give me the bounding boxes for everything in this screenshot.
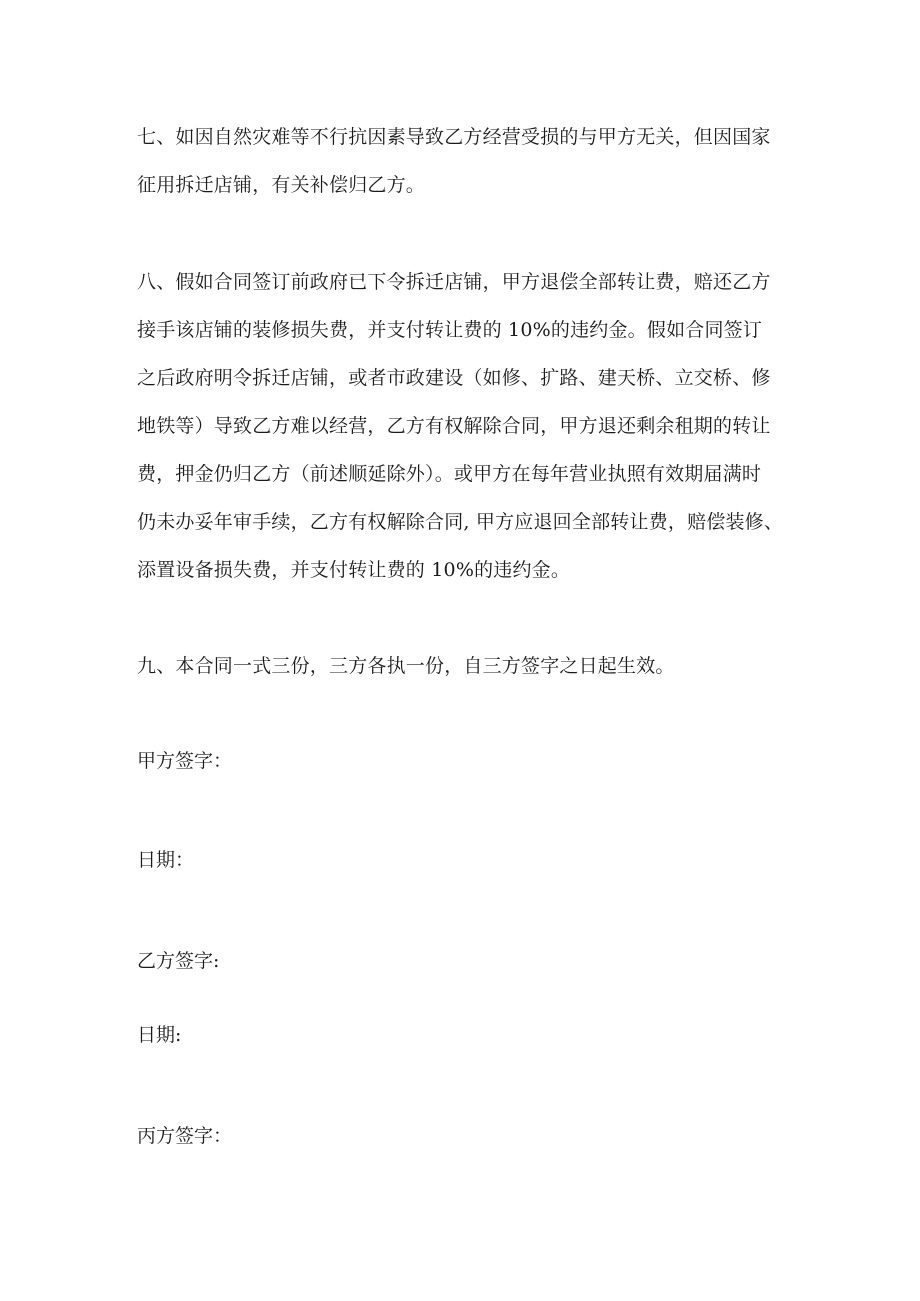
party-c-signature-label: 丙方签字： <box>137 1125 233 1147</box>
clause-eight-line: 添置设备损失费，并支付转让费的 10%的违约金。 <box>137 559 571 581</box>
clause-eight <box>137 258 797 594</box>
party-b-date-label: 日期: <box>137 1024 182 1046</box>
clause-nine-line: 九、本合同一式三份，三方各执一份，自三方签字之日起生效。 <box>137 655 675 677</box>
clause-eight-line: 接手该店铺的装修损失费，并支付转让费的 10%的违约金。假如合同签订 <box>137 319 763 341</box>
clause-eight-line: 八、假如合同签订前政府已下令拆迁店铺，甲方退偿全部转让费，赔还乙方 <box>137 271 771 293</box>
clause-seven-line: 七、如因自然灾难等不行抗因素导致乙方经营受损的与甲方无关，但因国家 <box>137 126 771 148</box>
clause-nine <box>137 642 797 690</box>
clause-eight-line: 地铁等）导致乙方难以经营，乙方有权解除合同，甲方退还剩余租期的转让 <box>137 415 771 437</box>
clause-seven <box>137 113 797 209</box>
party-a-signature-label: 甲方签字： <box>137 750 233 772</box>
clause-eight-line: 之后政府明令拆迁店铺，或者市政建设（如修、扩路、建天桥、立交桥、修 <box>137 367 771 389</box>
party-a-date-label: 日期： <box>137 849 195 871</box>
clause-eight-line: 仍未办妥年审手续，乙方有权解除合同, 甲方应退回全部转让费，赔偿装修、 <box>137 511 784 533</box>
party-b-signature-label: 乙方签字: <box>137 950 220 972</box>
clause-seven-line: 征用拆迁店铺，有关补偿归乙方。 <box>137 174 426 196</box>
clause-eight-line: 费，押金仍归乙方（前述顺延除外）。或甲方在每年营业执照有效期届满时 <box>137 463 762 485</box>
